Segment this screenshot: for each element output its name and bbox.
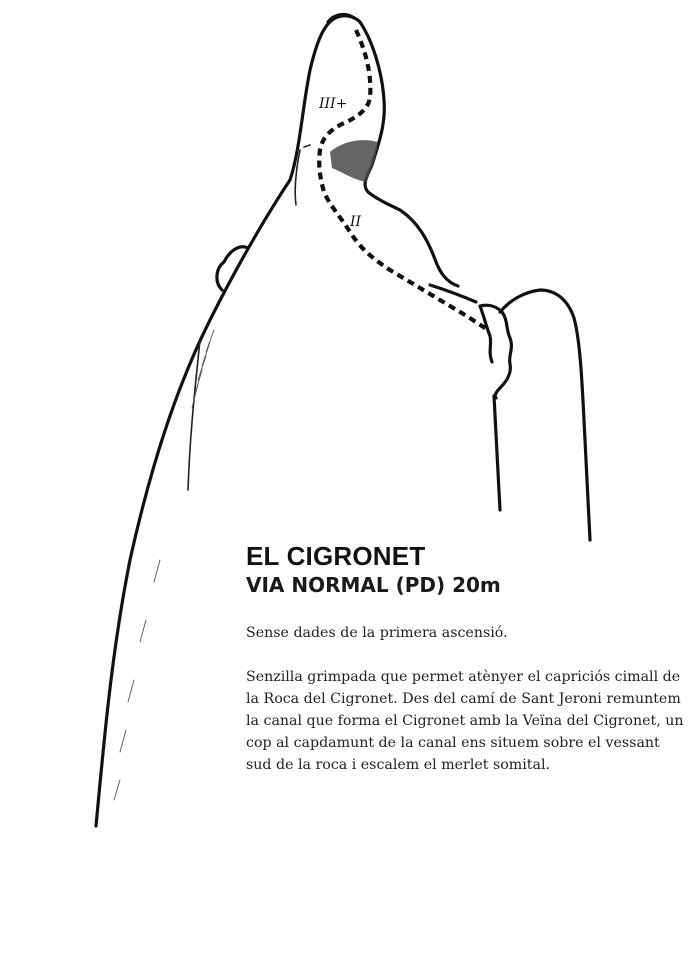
notch-rock xyxy=(480,305,511,398)
climbing-route-line xyxy=(319,30,488,330)
rock-right-ledge xyxy=(430,285,476,302)
notch-inner-edge xyxy=(494,396,500,510)
first-ascent-text: Sense dades de la primera ascensió. xyxy=(246,625,508,641)
neighbour-rock-outline xyxy=(500,290,590,540)
grade-label-lower: II xyxy=(350,214,362,230)
route-subtitle: VIA NORMAL (PD) 20m xyxy=(246,573,501,597)
grade-label-upper: III+ xyxy=(319,96,348,112)
route-description: Senzilla grimpada que permet atènyer el capriciós cimall de la Roca del Cigronet. Des del camí de Sant Jeroni remuntem la canal que forma el Cigronet amb la Veïna del Cigronet, un cop al capdamunt de la canal ens situem sobre el vessant sud de la roca i escalem el merlet somital. xyxy=(246,669,684,773)
left-bulge xyxy=(217,247,248,290)
route-title: EL CIGRONET xyxy=(246,541,426,571)
route-info xyxy=(246,540,686,776)
summit-shadow xyxy=(330,140,378,182)
route-tick xyxy=(304,145,310,147)
